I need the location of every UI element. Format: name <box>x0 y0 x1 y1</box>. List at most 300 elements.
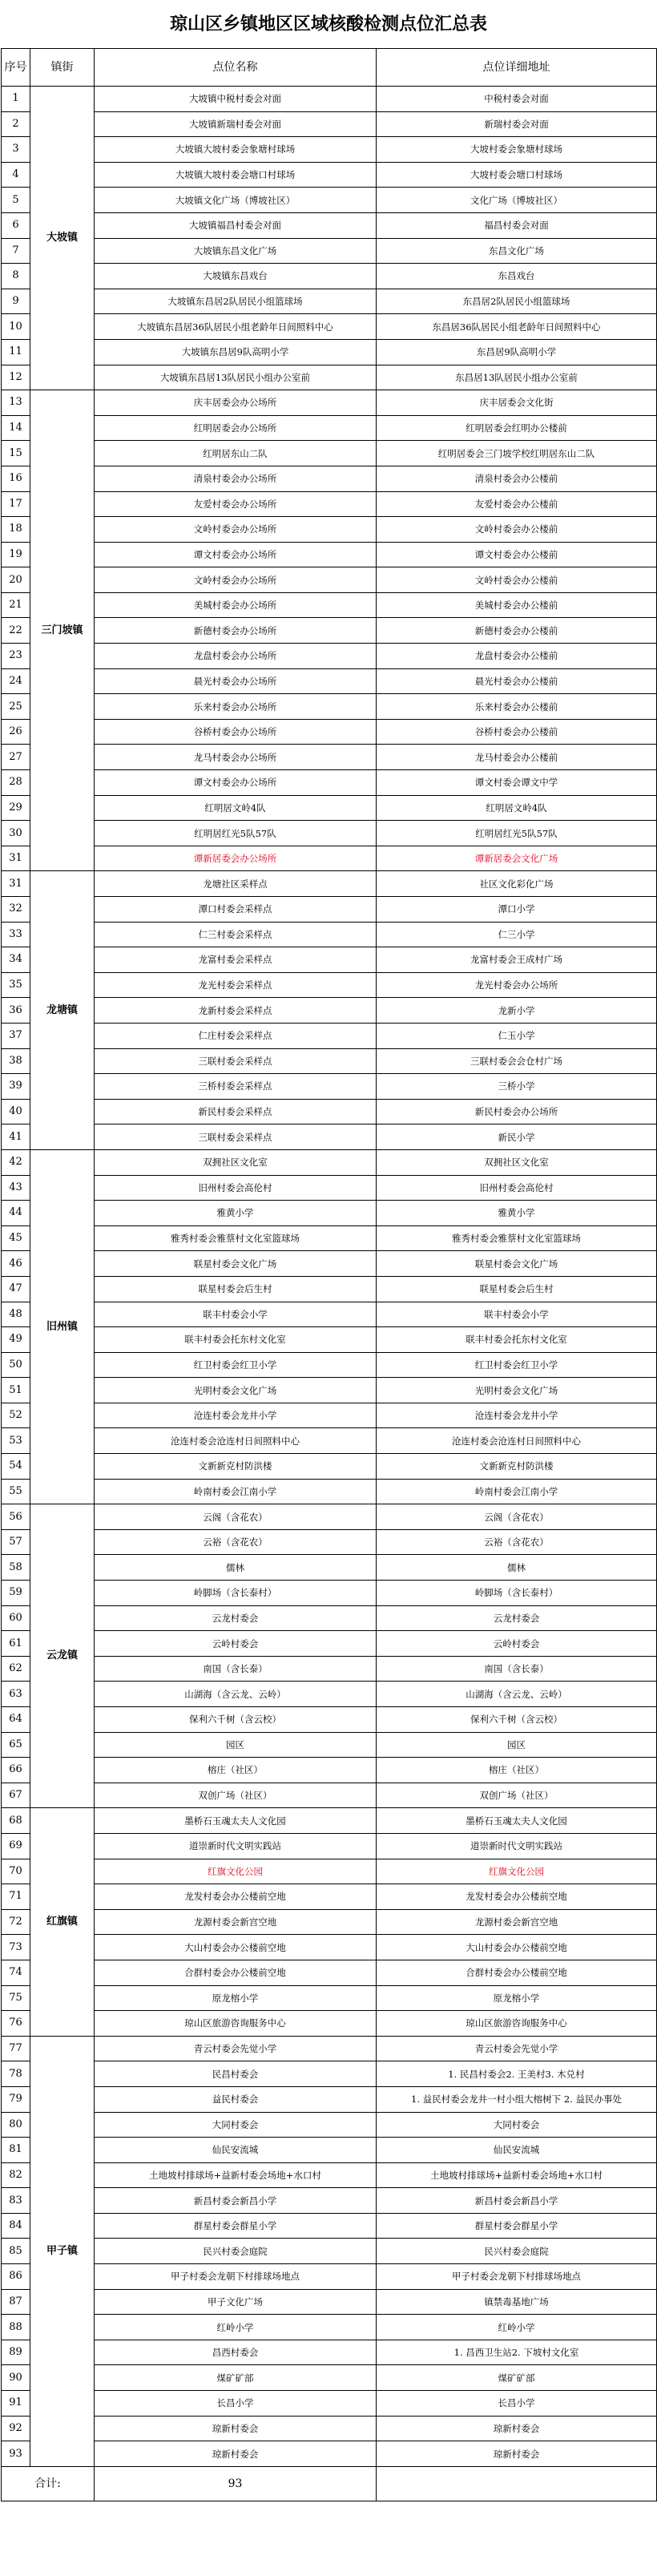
site-address: 友爱村委会办公楼前 <box>377 491 657 517</box>
site-address: 煤矿矿部 <box>377 2365 657 2391</box>
row-seq: 60 <box>2 1605 30 1631</box>
site-address: 东昌居13队居民小组办公室前 <box>377 365 657 390</box>
site-address: 东昌文化广场 <box>377 238 657 264</box>
site-name: 龙发村委会办公楼前空地 <box>95 1884 377 1910</box>
site-name: 云龙村委会 <box>95 1605 377 1631</box>
site-address: 红岭小学 <box>377 2315 657 2340</box>
row-seq: 41 <box>2 1124 30 1150</box>
table-row <box>2 1048 657 1074</box>
site-address: 仙民安流城 <box>377 2138 657 2163</box>
site-name: 民兴村委会庭院 <box>95 2239 377 2264</box>
table-row <box>2 87 657 112</box>
table-row <box>2 1783 657 1808</box>
site-name: 大同村委会 <box>95 2112 377 2138</box>
site-address: 琼新村委会 <box>377 2441 657 2467</box>
table-row <box>2 162 657 188</box>
table-row <box>2 1555 657 1581</box>
site-address: 社区文化彩化广场 <box>377 871 657 897</box>
table-row <box>2 188 657 213</box>
row-seq: 30 <box>2 821 30 846</box>
site-name: 合群村委会办公楼前空地 <box>95 1960 377 1985</box>
site-name: 益民村委会 <box>95 2086 377 2112</box>
row-seq: 58 <box>2 1555 30 1581</box>
site-name: 道崇新时代文明实践站 <box>95 1833 377 1859</box>
row-seq: 29 <box>2 795 30 821</box>
table-row <box>2 1149 657 1175</box>
row-seq: 24 <box>2 668 30 694</box>
table-row <box>2 2213 657 2239</box>
row-seq: 10 <box>2 314 30 340</box>
site-address: 龙盘村委会办公楼前 <box>377 644 657 669</box>
row-seq: 51 <box>2 1378 30 1403</box>
table-row <box>2 1833 657 1859</box>
site-name: 大坡镇大坡村委会象塘村球场 <box>95 137 377 163</box>
row-seq: 71 <box>2 1884 30 1910</box>
row-seq: 82 <box>2 2162 30 2188</box>
table-row <box>2 618 657 644</box>
site-address: 文岭村委会办公楼前 <box>377 517 657 543</box>
site-address: 云阁（含花农） <box>377 1504 657 1530</box>
table-row <box>2 947 657 973</box>
header-address: 点位详细地址 <box>377 49 657 87</box>
table-row <box>2 517 657 543</box>
table-row <box>2 1023 657 1048</box>
table-row <box>2 2162 657 2188</box>
table-row <box>2 846 657 871</box>
row-seq: 7 <box>2 238 30 264</box>
site-name: 潭口村委会采样点 <box>95 897 377 923</box>
row-seq: 15 <box>2 441 30 466</box>
row-seq: 59 <box>2 1581 30 1606</box>
site-name: 乐来村委会办公场所 <box>95 694 377 720</box>
row-seq: 57 <box>2 1529 30 1555</box>
row-seq: 35 <box>2 972 30 998</box>
table-row <box>2 2289 657 2315</box>
site-name: 保利六千树（含云校） <box>95 1707 377 1733</box>
row-seq: 25 <box>2 694 30 720</box>
table-row <box>2 1884 657 1910</box>
row-seq: 33 <box>2 922 30 947</box>
site-name: 大坡镇东昌戏台 <box>95 264 377 289</box>
site-name: 龙塘社区采样点 <box>95 871 377 897</box>
row-seq: 1 <box>2 87 30 112</box>
site-name: 长昌小学 <box>95 2391 377 2417</box>
table-row <box>2 1504 657 1530</box>
site-address: 岭脚场（含长泰村） <box>377 1581 657 1606</box>
site-name: 仙民安流城 <box>95 2138 377 2163</box>
row-seq: 3 <box>2 137 30 163</box>
row-seq: 50 <box>2 1352 30 1378</box>
site-address: 1. 益民村委会龙井一村小组大榕树下 2. 益民办事处 <box>377 2086 657 2112</box>
row-seq: 70 <box>2 1859 30 1884</box>
table-row <box>2 719 657 745</box>
row-seq: 84 <box>2 2213 30 2239</box>
row-seq: 18 <box>2 517 30 543</box>
row-seq: 55 <box>2 1479 30 1504</box>
row-seq: 76 <box>2 2011 30 2037</box>
site-name: 岭脚场（含长泰村） <box>95 1581 377 1606</box>
site-name: 榕庄（社区） <box>95 1758 377 1783</box>
table-row <box>2 365 657 390</box>
site-address: 三桥小学 <box>377 1074 657 1100</box>
town-name-cell: 大坡镇 <box>30 87 95 390</box>
table-row <box>2 1352 657 1378</box>
row-seq: 54 <box>2 1454 30 1480</box>
site-name: 儒林 <box>95 1555 377 1581</box>
site-address: 沧连村委会沧连村日间照料中心 <box>377 1428 657 1454</box>
site-address: 雅黄小学 <box>377 1201 657 1226</box>
row-seq: 19 <box>2 542 30 567</box>
site-name: 岭南村委会江南小学 <box>95 1479 377 1504</box>
site-address: 保利六千树（含云校） <box>377 1707 657 1733</box>
row-seq: 68 <box>2 1808 30 1834</box>
row-seq: 27 <box>2 745 30 770</box>
row-seq: 92 <box>2 2416 30 2441</box>
site-name: 大坡镇东昌居13队居民小组办公室前 <box>95 365 377 390</box>
row-seq: 85 <box>2 2239 30 2264</box>
site-name: 三联村委会采样点 <box>95 1124 377 1150</box>
site-name: 龙光村委会采样点 <box>95 972 377 998</box>
site-address: 青云村委会先觉小学 <box>377 2036 657 2061</box>
table-row <box>2 2188 657 2214</box>
site-address: 琼山区旅游咨询服务中心 <box>377 2011 657 2037</box>
table-row <box>2 2441 657 2467</box>
row-seq: 9 <box>2 289 30 314</box>
site-name: 新德村委会办公场所 <box>95 618 377 644</box>
table-row <box>2 1682 657 1707</box>
table-row <box>2 871 657 897</box>
site-address: 仁三小学 <box>377 922 657 947</box>
table-row <box>2 542 657 567</box>
site-address: 光明村委会文化广场 <box>377 1378 657 1403</box>
site-name: 仁三村委会采样点 <box>95 922 377 947</box>
table-row <box>2 238 657 264</box>
site-name: 沧连村委会沧连村日间照料中心 <box>95 1428 377 1454</box>
site-address: 云龙村委会 <box>377 1605 657 1631</box>
total-label: 合计: <box>2 2466 95 2501</box>
site-name: 龙新村委会采样点 <box>95 998 377 1024</box>
site-name: 青云村委会先觉小学 <box>95 2036 377 2061</box>
site-name: 原龙榕小学 <box>95 1985 377 2011</box>
table-row <box>2 972 657 998</box>
table-row <box>2 2086 657 2112</box>
table-row <box>2 390 657 416</box>
row-seq: 36 <box>2 998 30 1024</box>
site-address: 大坡村委会象塘村球场 <box>377 137 657 163</box>
site-address: 道崇新时代文明实践站 <box>377 1833 657 1859</box>
site-address: 红明居委会红明办公楼前 <box>377 415 657 441</box>
site-address: 合群村委会办公楼前空地 <box>377 1960 657 1985</box>
site-address: 云岭村委会 <box>377 1631 657 1657</box>
site-name: 园区 <box>95 1732 377 1758</box>
table-row <box>2 1454 657 1480</box>
site-name: 琼新村委会 <box>95 2441 377 2467</box>
table-row <box>2 137 657 163</box>
site-name: 三联村委会采样点 <box>95 1048 377 1074</box>
row-seq: 37 <box>2 1023 30 1048</box>
row-seq: 89 <box>2 2340 30 2365</box>
total-value: 93 <box>95 2466 377 2501</box>
table-row <box>2 1099 657 1124</box>
table-row <box>2 1225 657 1251</box>
site-name: 红卫村委会红卫小学 <box>95 1352 377 1378</box>
table-row <box>2 694 657 720</box>
row-seq: 88 <box>2 2315 30 2340</box>
row-seq: 83 <box>2 2188 30 2214</box>
table-row <box>2 1403 657 1428</box>
row-seq: 28 <box>2 770 30 796</box>
site-name: 云阁（含花农） <box>95 1504 377 1530</box>
table-row <box>2 1201 657 1226</box>
site-address: 红明居文岭4队 <box>377 795 657 821</box>
row-seq: 75 <box>2 1985 30 2011</box>
site-name: 甲子村委会龙朝下村排球场地点 <box>95 2264 377 2290</box>
table-row <box>2 1656 657 1682</box>
row-seq: 13 <box>2 390 30 416</box>
row-seq: 56 <box>2 1504 30 1530</box>
row-seq: 40 <box>2 1099 30 1124</box>
table-row <box>2 314 657 340</box>
row-seq: 47 <box>2 1276 30 1302</box>
site-address: 墨桥石玉魂太夫人文化园 <box>377 1808 657 1834</box>
table-row <box>2 2061 657 2087</box>
header-name: 点位名称 <box>95 49 377 87</box>
site-address: 土地坡村排球场+益新村委会场地+水口村 <box>377 2162 657 2188</box>
site-address: 龙新小学 <box>377 998 657 1024</box>
row-seq: 32 <box>2 897 30 923</box>
table-row <box>2 1581 657 1606</box>
site-name: 谭文村委会办公场所 <box>95 770 377 796</box>
row-seq: 31 <box>2 846 30 871</box>
row-seq: 16 <box>2 466 30 491</box>
site-name: 文新新克村防洪楼 <box>95 1454 377 1480</box>
site-name: 旧州村委会高伦村 <box>95 1175 377 1201</box>
row-seq: 11 <box>2 339 30 365</box>
site-name: 红明居委会办公场所 <box>95 415 377 441</box>
site-name: 煤矿矿部 <box>95 2365 377 2391</box>
row-seq: 77 <box>2 2036 30 2061</box>
table-row <box>2 2340 657 2365</box>
row-seq: 26 <box>2 719 30 745</box>
site-name: 红岭小学 <box>95 2315 377 2340</box>
site-address: 美城村委会办公楼前 <box>377 592 657 618</box>
site-name: 琼山区旅游咨询服务中心 <box>95 2011 377 2037</box>
site-name: 红明居东山二队 <box>95 441 377 466</box>
table-row <box>2 212 657 238</box>
site-address: 联丰村委会托东村文化室 <box>377 1327 657 1353</box>
total-empty-cell <box>377 2466 657 2501</box>
table-row <box>2 2036 657 2061</box>
row-seq: 87 <box>2 2289 30 2315</box>
site-address: 三联村委会会仓村广场 <box>377 1048 657 1074</box>
table-row <box>2 1909 657 1935</box>
table-row <box>2 339 657 365</box>
table-row <box>2 1302 657 1327</box>
site-address: 新德村委会办公楼前 <box>377 618 657 644</box>
table-row <box>2 922 657 947</box>
table-body <box>2 49 657 2501</box>
site-address: 龙富村委会王成村广场 <box>377 947 657 973</box>
row-seq: 81 <box>2 2138 30 2163</box>
table-row <box>2 795 657 821</box>
site-address: 1. 民昌村委会2. 王美村3. 木兑村 <box>377 2061 657 2087</box>
town-name-cell: 甲子镇 <box>30 2036 95 2466</box>
site-name: 清泉村委会办公场所 <box>95 466 377 491</box>
site-name: 光明村委会文化广场 <box>95 1378 377 1403</box>
site-address: 龙光村委会办公场所 <box>377 972 657 998</box>
site-name: 群星村委会群星小学 <box>95 2213 377 2239</box>
site-address: 东昌居2队居民小组篮球场 <box>377 289 657 314</box>
site-name: 龙盘村委会办公场所 <box>95 644 377 669</box>
row-seq: 5 <box>2 188 30 213</box>
row-seq: 48 <box>2 1302 30 1327</box>
site-address: 新民小学 <box>377 1124 657 1150</box>
site-name: 大坡镇东昌文化广场 <box>95 238 377 264</box>
site-address: 新民村委会办公场所 <box>377 1099 657 1124</box>
table-row <box>2 770 657 796</box>
row-seq: 43 <box>2 1175 30 1201</box>
total-row <box>2 2466 657 2501</box>
table-row <box>2 998 657 1024</box>
row-seq: 61 <box>2 1631 30 1657</box>
site-name: 文岭村委会办公场所 <box>95 517 377 543</box>
table-row <box>2 1631 657 1657</box>
site-name: 民昌村委会 <box>95 2061 377 2087</box>
site-address: 庆丰居委会文化街 <box>377 390 657 416</box>
site-address: 云裕（含花农） <box>377 1529 657 1555</box>
row-seq: 65 <box>2 1732 30 1758</box>
site-name: 雅秀村委会雅蔡村文化室篮球场 <box>95 1225 377 1251</box>
table-row <box>2 1276 657 1302</box>
site-address: 谭文村委会办公楼前 <box>377 542 657 567</box>
site-name: 红明居文岭4队 <box>95 795 377 821</box>
row-seq: 8 <box>2 264 30 289</box>
site-address: 联星村委会文化广场 <box>377 1251 657 1277</box>
site-name: 晨光村委会办公场所 <box>95 668 377 694</box>
site-name: 沧连村委会龙井小学 <box>95 1403 377 1428</box>
row-seq: 53 <box>2 1428 30 1454</box>
site-address: 谭文村委会谭文中学 <box>377 770 657 796</box>
site-name: 新昌村委会新昌小学 <box>95 2188 377 2214</box>
table-row <box>2 1124 657 1150</box>
site-name: 联丰村委会托东村文化室 <box>95 1327 377 1353</box>
table-row <box>2 2365 657 2391</box>
row-seq: 46 <box>2 1251 30 1277</box>
row-seq: 62 <box>2 1656 30 1682</box>
site-address: 儒林 <box>377 1555 657 1581</box>
table-row <box>2 2112 657 2138</box>
site-name: 谷桥村委会办公场所 <box>95 719 377 745</box>
site-address: 1. 昌西卫生站2. 下坡村文化室 <box>377 2340 657 2365</box>
row-seq: 64 <box>2 1707 30 1733</box>
site-address: 红卫村委会红卫小学 <box>377 1352 657 1378</box>
site-address: 潭口小学 <box>377 897 657 923</box>
row-seq: 12 <box>2 365 30 390</box>
site-address: 民兴村委会庭院 <box>377 2239 657 2264</box>
table-row <box>2 1808 657 1834</box>
site-address: 联星村委会后生村 <box>377 1276 657 1302</box>
site-name: 土地坡村排球场+益新村委会场地+水口村 <box>95 2162 377 2188</box>
site-name: 三桥村委会采样点 <box>95 1074 377 1100</box>
row-seq: 79 <box>2 2086 30 2112</box>
row-seq: 74 <box>2 1960 30 1985</box>
table-row <box>2 821 657 846</box>
header-row <box>2 49 657 87</box>
site-address: 谷桥村委会办公楼前 <box>377 719 657 745</box>
row-seq: 52 <box>2 1403 30 1428</box>
site-name: 甲子文化广场 <box>95 2289 377 2315</box>
site-address: 镇禁毒基地广场 <box>377 2289 657 2315</box>
row-seq: 21 <box>2 592 30 618</box>
row-seq: 31 <box>2 871 30 897</box>
row-seq: 73 <box>2 1935 30 1960</box>
site-address: 中税村委会对面 <box>377 87 657 112</box>
table-row <box>2 1327 657 1353</box>
site-address: 东昌戏台 <box>377 264 657 289</box>
site-address: 大坡村委会塘口村球场 <box>377 162 657 188</box>
site-name: 大坡镇新瑞村委会对面 <box>95 111 377 137</box>
site-name: 联丰村委会小学 <box>95 1302 377 1327</box>
town-name-cell: 云龙镇 <box>30 1504 95 1808</box>
table-row <box>2 1859 657 1884</box>
site-address: 东昌居36队居民小组老龄年日间照料中心 <box>377 314 657 340</box>
town-name-cell: 红旗镇 <box>30 1808 95 2036</box>
site-name: 雅黄小学 <box>95 1201 377 1226</box>
site-address: 新昌村委会新昌小学 <box>377 2188 657 2214</box>
site-name: 龙富村委会采样点 <box>95 947 377 973</box>
site-name: 墨桥石玉魂太夫人文化园 <box>95 1808 377 1834</box>
table-row <box>2 1251 657 1277</box>
site-name: 大坡镇福昌村委会对面 <box>95 212 377 238</box>
row-seq: 22 <box>2 618 30 644</box>
site-name: 琼新村委会 <box>95 2416 377 2441</box>
site-name: 仁庄村委会采样点 <box>95 1023 377 1048</box>
row-seq: 20 <box>2 567 30 593</box>
table-row <box>2 1960 657 1985</box>
table-row <box>2 1605 657 1631</box>
site-address: 山湖海（含云龙、云岭） <box>377 1682 657 1707</box>
table-row <box>2 111 657 137</box>
site-address: 红明居委会三门坡学校红明居东山二队 <box>377 441 657 466</box>
site-address: 雅秀村委会雅蔡村文化室篮球场 <box>377 1225 657 1251</box>
site-name: 联星村委会后生村 <box>95 1276 377 1302</box>
table-row <box>2 644 657 669</box>
site-address: 旧州村委会高伦村 <box>377 1175 657 1201</box>
site-address: 双创广场（社区） <box>377 1783 657 1808</box>
table-row <box>2 264 657 289</box>
table-row <box>2 2264 657 2290</box>
table-row <box>2 2416 657 2441</box>
row-seq: 86 <box>2 2264 30 2290</box>
table-row <box>2 2391 657 2417</box>
site-name: 大坡镇东昌居2队居民小组篮球场 <box>95 289 377 314</box>
town-name-cell: 龙塘镇 <box>30 871 95 1150</box>
site-name: 双创广场（社区） <box>95 1783 377 1808</box>
site-name: 南国（含长泰） <box>95 1656 377 1682</box>
table-row <box>2 1707 657 1733</box>
site-name: 联星村委会文化广场 <box>95 1251 377 1277</box>
site-name: 大坡镇文化广场（博坡社区） <box>95 188 377 213</box>
site-address: 清泉村委会办公楼前 <box>377 466 657 491</box>
row-seq: 38 <box>2 1048 30 1074</box>
table-row <box>2 2315 657 2340</box>
table-row <box>2 1529 657 1555</box>
site-address: 园区 <box>377 1732 657 1758</box>
site-name: 文岭村委会办公场所 <box>95 567 377 593</box>
site-address: 文岭村委会办公楼前 <box>377 567 657 593</box>
site-address: 仁玉小学 <box>377 1023 657 1048</box>
table-row <box>2 668 657 694</box>
